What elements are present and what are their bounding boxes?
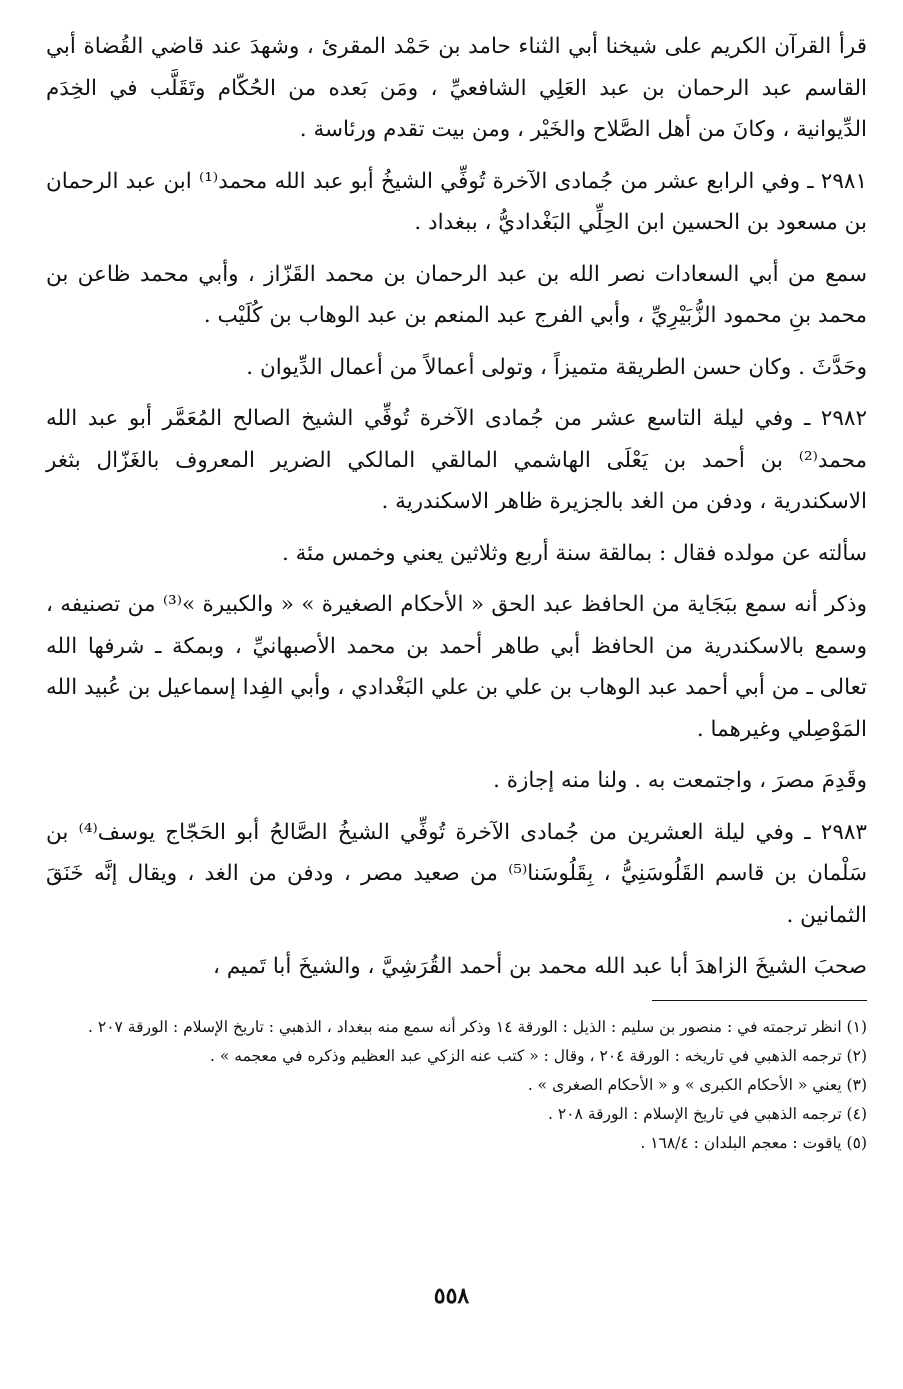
entry-2981: ٢٩٨١ ـ وفي الرابع عشر من جُمادى الآخرة تُوفِّي الشيخُ أبو عبد الله محمد⁽¹⁾ ابن عبد الرحمان بن مسعود بن الحسين ابن الحِلِّي البَغْداديُّ ، ببغداد . xyxy=(46,168,867,235)
footnote-1: (١) انظر ترجمته في : منصور بن سليم : الذيل : الورقة ١٤ وذكر أنه سمع منه ببغداد ، الذهبي : تاريخ الإسلام : الورقة ٢٠٧ . xyxy=(88,1017,867,1036)
footnote-5: (٥) ياقوت : معجم البلدان : ١٦٨/٤ . xyxy=(640,1133,867,1152)
paragraph-2981-teachers: سمع من أبي السعادات نصر الله بن عبد الرحمان بن محمد القَزّاز ، وأبي محمد ظاعن بن محمد بنِ محمود الزُّبَيْرِيِّ ، وأبي الفرج عبد المنعم بن عبد الوهاب بن كُلَيْب . xyxy=(46,261,867,328)
entry-2983: ٢٩٨٣ ـ وفي ليلة العشرين من جُمادى الآخرة تُوفِّي الشيخُ الصَّالحُ أبو الحَجّاج يوسف⁽⁴⁾ بن سَلْمان بن قاسم القَلُوسَنِيُّ ، بِقَلُوسَنا⁽⁵⁾ من صعيد مصر ، ودفن من الغد ، ويقال إنَّه خَنَقَ الثمانين . xyxy=(46,819,868,928)
paragraph-2982-egypt: وقَدِمَ مصرَ ، واجتمعت به . ولنا منه إجازة . xyxy=(493,768,867,793)
paragraph-2982-birth: سألته عن مولده فقال : بمالقة سنة أربع وثلاثين يعني وخمس مئة . xyxy=(281,540,867,566)
footnote-divider xyxy=(652,1000,867,1001)
footnote-2: (٢) ترجمه الذهبي في تاريخه : الورقة ٢٠٤ ، وقال : « كتب عنه الزكي عبد العظيم وذكره في معجمه » . xyxy=(210,1046,867,1065)
entry-2982: ٢٩٨٢ ـ وفي ليلة التاسع عشر من جُمادى الآخرة تُوفِّي الشيخ الصالح المُعَمَّر أبو عبد الله محمد⁽²⁾ بن أحمد بن يَعْلَى الهاشمي المالقي المالكي الضرير المعروف بالغَزّال بثغر الاسكندرية ، ودفن من الغد بالجزيرة ظاهر الاسكندرية . xyxy=(46,406,867,514)
paragraph-2981-career: وحَدَّثَ . وكان حسن الطريقة متميزاً ، وتولى أعمالاً من أعمال الدِّيوان . xyxy=(246,354,867,380)
paragraph-2982-hearing: وذكر أنه سمع ببَجَاية من الحافظ عبد الحق « الأحكام الصغيرة » « والكبيرة »⁽³⁾ من تصنيفه ، وسمع بالاسكندرية من الحافظ أبي طاهر أحمد بن محمد الأصبهانيِّ ، وبمكة ـ شرفها الله تعالى ـ من أبي أحمد عبد الوهاب بن علي بن علي البَغْدادي ، وأبي الفِدا إسماعيل بن عُبيد الله المَوْصِلي وغيرهما . xyxy=(46,592,868,742)
page-number: ٥٥٨ xyxy=(433,1283,470,1309)
footnotes-list xyxy=(46,1013,867,1158)
paragraph-2983-companions: صحبَ الشيخَ الزاهدَ أبا عبد الله محمد بن أحمد القُرَشِيَّ ، والشيخَ أبا تَميم ، xyxy=(213,954,867,979)
paragraph-biography-continuation: قرأ القرآن الكريم على شيخنا أبي الثناء حامد بن حَمْد المقرئ ، وشهدَ عند قاضي القُضاة أبي القاسم عبد الرحمان بن عبد العَلِي الشافعيِّ ، ومَن بَعده من الحُكّام وتَقَلَّب في الخِدَم الدِّيوانية ، وكانَ من أهل الصَّلاح والخَيْر ، ومن بيت تقدم ورئاسة . xyxy=(46,34,867,142)
footnote-3: (٣) يعني « الأحكام الكبرى » و « الأحكام الصغرى » . xyxy=(527,1075,867,1094)
footnote-4: (٤) ترجمه الذهبي في تاريخ الإسلام : الورقة ٢٠٨ . xyxy=(548,1104,867,1123)
